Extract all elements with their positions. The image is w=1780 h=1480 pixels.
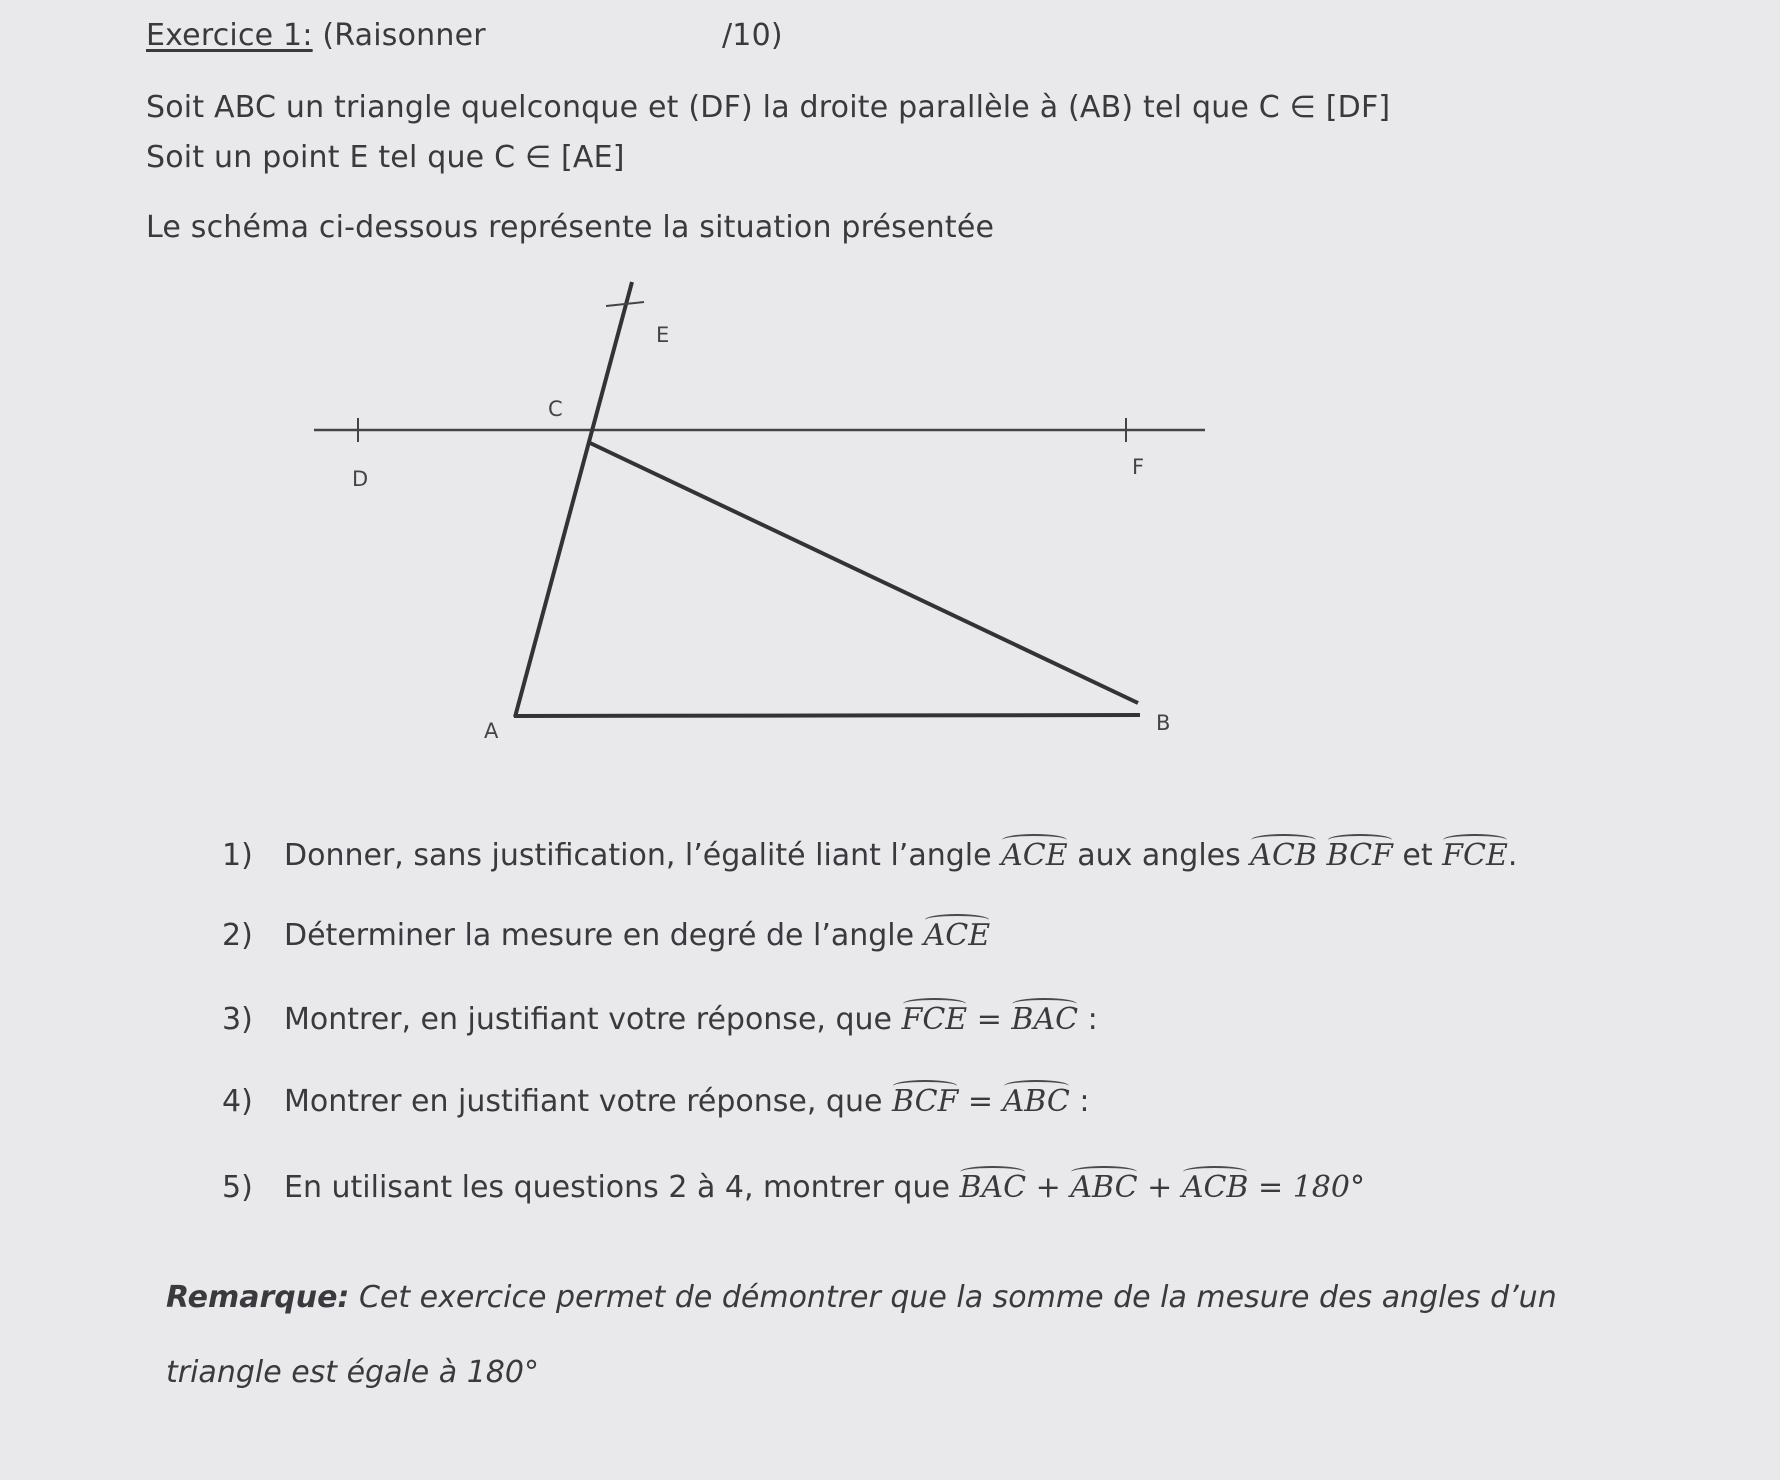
equals-180: = 180° bbox=[1248, 1170, 1365, 1205]
remark-label: Remarque: bbox=[166, 1280, 350, 1315]
remark-line-2: triangle est égale à 180° bbox=[166, 1355, 539, 1390]
question-4 bbox=[222, 1078, 1089, 1119]
geometry-figure bbox=[300, 270, 1230, 760]
segment-cb bbox=[588, 442, 1138, 703]
label-e: E bbox=[656, 323, 670, 347]
question-text: Donner, sans justification, l’égalité liant l’angle bbox=[284, 838, 1002, 873]
question-number: 3) bbox=[222, 1002, 253, 1037]
question-number: 2) bbox=[222, 918, 253, 953]
question-text: et bbox=[1392, 838, 1443, 873]
remark-line-1 bbox=[166, 1280, 1557, 1315]
angle-acb: ACB bbox=[1182, 1164, 1249, 1205]
question-number: 4) bbox=[222, 1084, 253, 1119]
angle-fce: FCE bbox=[1442, 832, 1508, 873]
label-b: B bbox=[1156, 711, 1171, 735]
label-d: D bbox=[352, 467, 369, 491]
equals-sign: = bbox=[967, 1002, 1012, 1037]
angle-bcf: BCF bbox=[1327, 832, 1393, 873]
exercise-title bbox=[146, 18, 486, 53]
geometry-diagram bbox=[300, 270, 1230, 760]
intro-line-1: Soit ABC un triangle quelconque et (DF) la droite parallèle à (AB) tel que C ∈ [DF] bbox=[146, 90, 1391, 125]
intro-line-3: Le schéma ci-dessous représente la situation présentée bbox=[146, 210, 995, 245]
label-c: C bbox=[548, 397, 563, 421]
question-text: aux angles bbox=[1067, 838, 1251, 873]
exercise-number: Exercice 1: bbox=[146, 18, 313, 53]
question-text: En utilisant les questions 2 à 4, montrer que bbox=[284, 1170, 960, 1205]
question-text: : bbox=[1069, 1084, 1090, 1119]
plus-sign: + bbox=[1137, 1170, 1182, 1205]
label-a: A bbox=[484, 719, 499, 743]
intro-line-2: Soit un point E tel que C ∈ [AE] bbox=[146, 140, 625, 175]
question-text: Montrer, en justifiant votre réponse, que bbox=[284, 1002, 902, 1037]
remark-text: Cet exercice permet de démontrer que la somme de la mesure des angles d’un bbox=[349, 1280, 1557, 1315]
angle-abc: ABC bbox=[1070, 1164, 1137, 1205]
angle-abc: ABC bbox=[1003, 1078, 1070, 1119]
exercise-score: /10) bbox=[722, 18, 783, 53]
question-text: . bbox=[1507, 838, 1518, 873]
question-text: Déterminer la mesure en degré de l’angle bbox=[284, 918, 924, 953]
angle-bcf: BCF bbox=[892, 1078, 958, 1119]
angle-acb: ACB bbox=[1250, 832, 1317, 873]
angle-ace: ACE bbox=[1001, 832, 1068, 873]
segment-ab bbox=[514, 715, 1140, 716]
angle-bac: BAC bbox=[1011, 996, 1078, 1037]
plus-sign: + bbox=[1026, 1170, 1071, 1205]
label-f: F bbox=[1132, 455, 1145, 479]
question-2 bbox=[222, 912, 990, 953]
equals-sign: = bbox=[958, 1084, 1003, 1119]
line-ae bbox=[515, 282, 632, 717]
question-number: 1) bbox=[222, 838, 253, 873]
question-number: 5) bbox=[222, 1170, 253, 1205]
angle-ace: ACE bbox=[924, 912, 991, 953]
exercise-category: (Raisonner bbox=[322, 18, 486, 53]
angle-fce: FCE bbox=[902, 996, 968, 1037]
question-3 bbox=[222, 996, 1098, 1037]
question-text: : bbox=[1078, 1002, 1098, 1037]
question-5 bbox=[222, 1164, 1365, 1205]
angle-bac: BAC bbox=[959, 1164, 1026, 1205]
question-text: Montrer en justifiant votre réponse, que bbox=[284, 1084, 892, 1119]
question-1 bbox=[222, 832, 1517, 873]
